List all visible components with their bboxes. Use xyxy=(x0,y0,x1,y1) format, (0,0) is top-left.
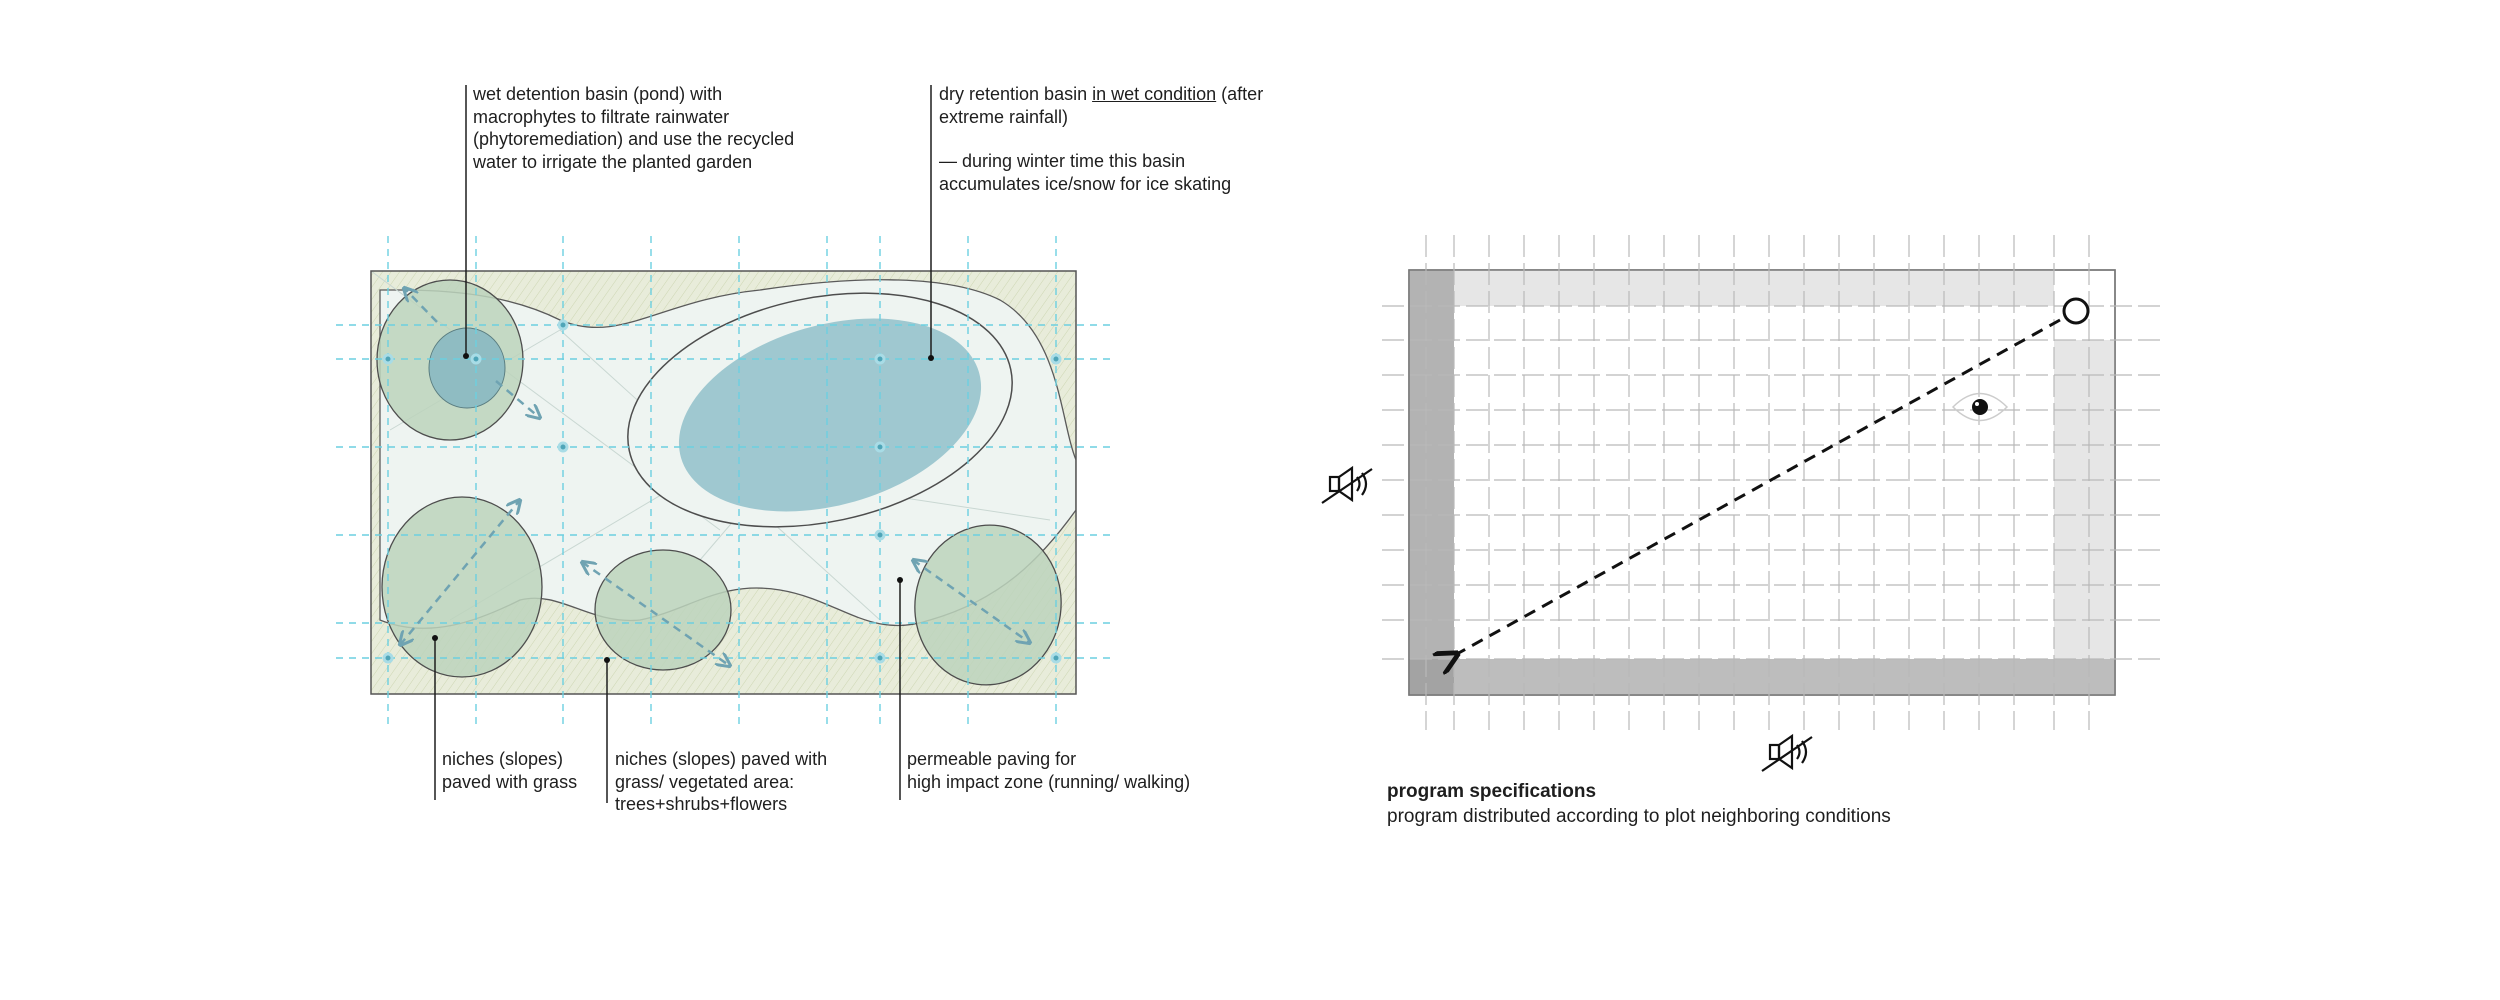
dry-basin-text: dry retention basin xyxy=(939,84,1093,104)
niches-vegetated-label-line: grass/ vegetated area: xyxy=(615,771,795,792)
viewpoint-circle-icon xyxy=(2064,299,2088,323)
pond-label-line: macrophytes to filtrate rainwater xyxy=(473,106,730,127)
pond-label-line: water to irrigate the planted garden xyxy=(473,151,753,172)
paving-label-line: high impact zone (running/ walking) xyxy=(907,771,1191,792)
niches-vegetated-label-line: trees+shrubs+flowers xyxy=(615,794,788,814)
paving-label-line: permeable paving for xyxy=(907,749,1077,769)
paving-label xyxy=(907,748,1190,793)
dry-basin-underlined-text: in wet condition xyxy=(1092,84,1217,104)
niches-vegetated-label xyxy=(615,748,827,816)
niches-vegetated-label-line: niches (slopes) paved with xyxy=(615,749,828,769)
dry-basin-label-line3: — during winter time this basin xyxy=(939,151,1186,171)
pond-label-line: wet detention basin (pond) with xyxy=(473,84,723,104)
program-specifications-subtitle: program distributed according to plot neighboring conditions xyxy=(1387,806,1891,827)
dry-basin-label-line1 xyxy=(939,83,1263,106)
noise-muted-icon xyxy=(1762,736,1812,771)
niches-grass-label-line: paved with grass xyxy=(442,771,578,792)
niches-grass-label xyxy=(442,748,577,793)
dry-basin-text: (after xyxy=(1216,84,1264,104)
zone-right-light xyxy=(2054,340,2115,659)
pond-label xyxy=(473,83,794,173)
zone-bottom-dark xyxy=(1409,659,2115,695)
niches-grass-label-line: niches (slopes) xyxy=(442,749,564,769)
dry-basin-label-line4: accumulates ice/snow for ice skating xyxy=(939,173,1232,194)
zone-top-light xyxy=(1454,270,2054,306)
plot-border-zone xyxy=(1409,270,2115,695)
zone-corner-darker xyxy=(1409,659,1454,695)
dry-basin-label-line2: extreme rainfall) xyxy=(939,106,1069,127)
pond-label-line: (phytoremediation) and use the recycled xyxy=(473,129,795,149)
dry-basin-label xyxy=(939,83,1263,195)
noise-muted-icon xyxy=(1322,468,1372,503)
program-specifications-title: program specifications xyxy=(1387,781,1597,802)
zone-left-dark xyxy=(1409,270,1454,695)
